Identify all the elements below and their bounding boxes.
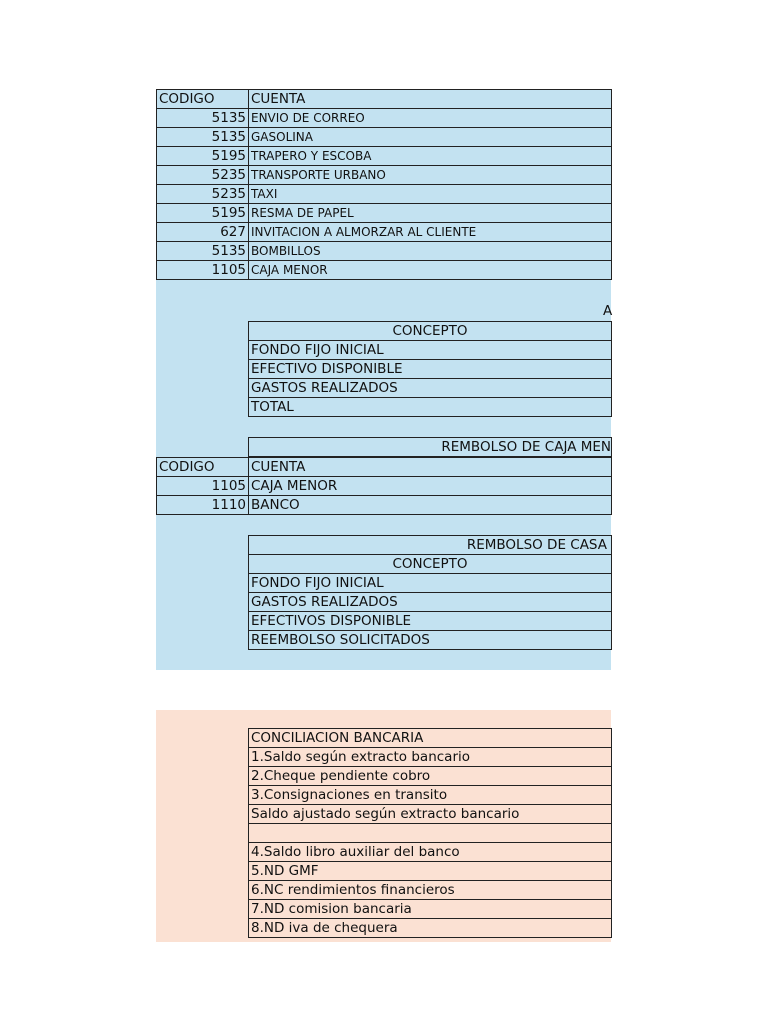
reimbursement-accounts-table (156, 457, 612, 515)
cuenta-cell: BANCO (249, 496, 612, 515)
reimbursement-concept-table (248, 535, 612, 650)
reimbursement-title: REMBOLSO DE CAJA MEN (249, 438, 612, 457)
table-row (157, 185, 612, 204)
codigo-cell: 627 (157, 223, 249, 242)
codigo-cell: 5135 (157, 109, 249, 128)
codigo-cell: 5135 (157, 242, 249, 261)
codigo-cell: 5195 (157, 204, 249, 223)
table-row (157, 166, 612, 185)
cuenta-cell: INVITACION A ALMORZAR AL CLIENTE (249, 223, 612, 242)
table-row (157, 223, 612, 242)
reconciliation-title: CONCILIACION BANCARIA (249, 729, 612, 748)
reconciliation-row: 3.Consignaciones en transito (249, 786, 612, 805)
reconciliation-row: 5.ND GMF (249, 861, 612, 880)
accounts-table (156, 89, 612, 280)
concept-row: REEMBOLSO SOLICITADOS (249, 631, 612, 650)
codigo-header: CODIGO (157, 90, 249, 109)
concept-row: FONDO FIJO INICIAL (249, 574, 612, 593)
codigo-cell: 5235 (157, 185, 249, 204)
codigo-cell: 1105 (157, 477, 249, 496)
cuenta-cell: GASOLINA (249, 128, 612, 147)
concept-row: GASTOS REALIZADOS (249, 379, 612, 398)
concept-row: EFECTIVOS DISPONIBLE (249, 612, 612, 631)
concept-row: GASTOS REALIZADOS (249, 593, 612, 612)
cuenta-cell: TRANSPORTE URBANO (249, 166, 612, 185)
concepto-header: CONCEPTO (249, 555, 612, 574)
reconciliation-row: 2.Cheque pendiente cobro (249, 767, 612, 786)
cuenta-header: CUENTA (249, 90, 612, 109)
reconciliation-row: 6.NC rendimientos financieros (249, 880, 612, 899)
table-row (157, 128, 612, 147)
clipped-title-fragment: A (603, 303, 613, 319)
reconciliation-row: 1.Saldo según extracto bancario (249, 748, 612, 767)
bank-reconciliation-table (248, 728, 612, 938)
table-row (157, 204, 612, 223)
codigo-header: CODIGO (157, 458, 249, 477)
reimbursement-concept-title: REMBOLSO DE CASA (249, 536, 612, 555)
table-header-row (157, 458, 612, 477)
cuenta-cell: CAJA MENOR (249, 261, 612, 280)
cuenta-cell: BOMBILLOS (249, 242, 612, 261)
concept-table (248, 321, 612, 417)
table-row (157, 147, 612, 166)
concept-row: EFECTIVO DISPONIBLE (249, 360, 612, 379)
cuenta-cell: ENVIO DE CORREO (249, 109, 612, 128)
reimbursement-title-table (248, 437, 612, 457)
reconciliation-row: 7.ND comision bancaria (249, 899, 612, 918)
concept-row: FONDO FIJO INICIAL (249, 341, 612, 360)
codigo-cell: 1105 (157, 261, 249, 280)
table-row (157, 261, 612, 280)
codigo-cell: 5195 (157, 147, 249, 166)
codigo-cell: 5135 (157, 128, 249, 147)
codigo-cell: 1110 (157, 496, 249, 515)
cuenta-cell: TAXI (249, 185, 612, 204)
table-row (157, 477, 612, 496)
cuenta-cell: RESMA DE PAPEL (249, 204, 612, 223)
concept-row: TOTAL (249, 398, 612, 417)
concepto-header: CONCEPTO (249, 322, 612, 341)
table-row (157, 242, 612, 261)
cuenta-header: CUENTA (249, 458, 612, 477)
reconciliation-row: 4.Saldo libro auxiliar del banco (249, 842, 612, 861)
table-row (157, 496, 612, 515)
reconciliation-row: 8.ND iva de chequera (249, 918, 612, 937)
reconciliation-empty-row (249, 824, 612, 843)
cuenta-cell: CAJA MENOR (249, 477, 612, 496)
cuenta-cell: TRAPERO Y ESCOBA (249, 147, 612, 166)
table-row (157, 109, 612, 128)
reconciliation-row: Saldo ajustado según extracto bancario (249, 805, 612, 824)
table-header-row (157, 90, 612, 109)
codigo-cell: 5235 (157, 166, 249, 185)
